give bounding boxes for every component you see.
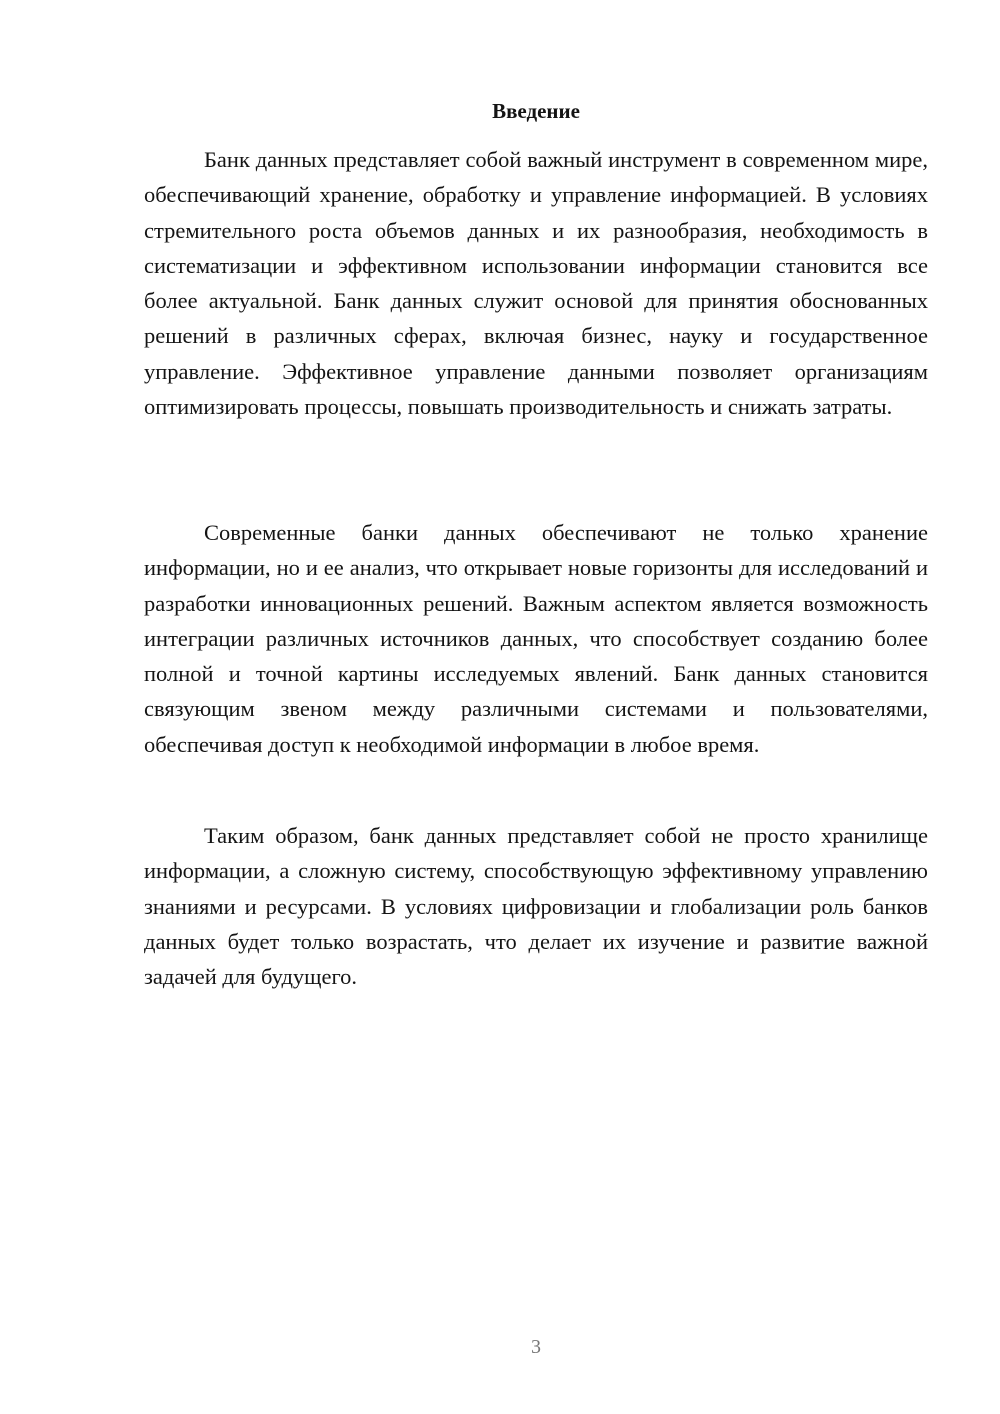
section-heading: Введение bbox=[492, 99, 580, 123]
paragraph-2: Современные банки данных обеспечивают не только хранение информации, но и ее анализ, что открывает новые горизонты для исследований и разработки инновационных решений. Важным аспектом является возможность интеграции различных источников данных, что способствует созданию более полной и точной картины исследуемых явлений. Банк данных становится связующим звеном между различными системами и пользователями, обеспечивая доступ к необходимой информации в любое время. bbox=[144, 520, 928, 757]
paragraph-1: Банк данных представляет собой важный инструмент в современном мире, обеспечивающий хранение, обработку и управление информацией. В условиях стремительного роста объемов данных и их разнообразия, необходимость в систематизации и эффективном использовании информации становится все более актуальной. Банк данных служит основой для принятия обоснованных решений в различных сферах, включая бизнес, науку и государственное управление. Эффективное управление данными позволяет организациям оптимизировать процессы, повышать производительность и снижать затраты. bbox=[144, 147, 928, 420]
page-number: 3 bbox=[531, 1336, 541, 1358]
paragraph-3: Таким образом, банк данных представляет собой не просто хранилище информации, а сложную систему, способствующую эффективному управлению знаниями и ресурсами. В условиях цифровизации и глобализации роль банков данных будет только возрастать, что делает их изучение и развитие важной задачей для будущего. bbox=[144, 823, 928, 990]
